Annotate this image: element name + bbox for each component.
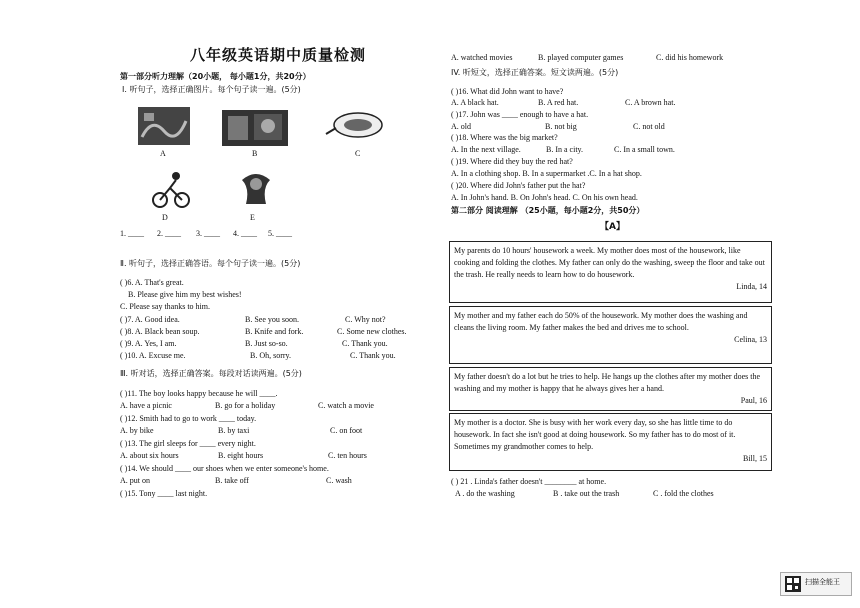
pic-label-a: A: [160, 149, 166, 158]
passage-4: [449, 413, 772, 471]
question-13: ( )13. The girl sleeps for ____ every night.: [120, 439, 256, 448]
question-21-b: B . take out the trash: [553, 489, 620, 498]
question-12: ( )12. Smith had to go to work ____ today.: [120, 414, 257, 423]
passage-2-text: My mother and my father each do 50% of the housework. My mother does the washing and cleans the living room. My father makes the bed and drives me to school.: [454, 311, 748, 332]
section-a-label: 【A】: [600, 222, 625, 232]
page-title: 八年级英语期中质量检测: [190, 46, 367, 64]
question-15: ( )15. Tony ____ last night.: [120, 489, 208, 498]
question-13-b: B. eight hours: [218, 451, 264, 460]
scanner-watermark: [780, 572, 852, 596]
passage-1: [449, 241, 772, 303]
passage-2-signature: Celina, 13: [734, 335, 767, 344]
question-18-c: C. In a small town.: [614, 145, 675, 154]
passage-4-signature: Bill, 15: [742, 454, 767, 463]
question-16-a: A. A black hat.: [451, 98, 499, 107]
question-13-a: A. about six hours: [120, 451, 179, 460]
pic-label-c: C: [355, 149, 361, 158]
sec1-instructions: Ⅰ. 听句子，选择正确图片。每个句子读一遍。(5分): [122, 85, 301, 94]
passage-3-text: My father doesn't do a lot but he tries to help. He hangs up the clothes after my mother does the washing and my mother is happy that he always gives her a hand.: [454, 372, 761, 393]
sec2-instructions: Ⅱ. 听句子，选择正确答语。每个句子读一遍。(5分): [120, 259, 301, 268]
passage-1-text: My parents do 10 hours' housework a week. My mother does most of the housework, like cooking and folding the clothes. My father can only do the washing, sweep the floor and take out the trash. He really needs to learn how to do housework.: [454, 246, 765, 279]
part1-header: 第一部分听力理解（20小题， 每小题1分，共20分）: [120, 72, 311, 81]
question-18-a: A. In the next village.: [451, 145, 521, 154]
question-20-options: A. In John's hand. B. On John's head. C. On his own head.: [451, 193, 638, 202]
question-11-a: A. have a picnic: [120, 401, 172, 410]
answer-blank-3[interactable]: 3. ____: [196, 229, 220, 238]
pic-label-b: B: [252, 149, 258, 158]
question-9-a: ( )9. A. Yes, I am.: [120, 339, 177, 348]
passage-4-text: My mother is a doctor. She is busy with her work every day, so she has little time to do housework. In fact she isn't good at doing housework. So my father has to do most of it. Sometimes my grandmother comes to help.: [454, 418, 736, 451]
question-18-b: B. In a city.: [546, 145, 584, 154]
question-14: ( )14. We should ____ our shoes when we enter someone's home.: [120, 464, 329, 473]
question-12-a: A. by bike: [120, 426, 154, 435]
answer-blank-5[interactable]: 5. ____: [268, 229, 292, 238]
question-20: ( )20. Where did John's father put the hat?: [451, 181, 586, 190]
answer-blank-1[interactable]: 1. ____: [120, 229, 144, 238]
question-10-a: ( )10. A. Excuse me.: [120, 351, 186, 360]
question-13-c: C. ten hours: [328, 451, 367, 460]
question-7-a: ( )7. A. Good idea.: [120, 315, 180, 324]
picture-c: [322, 110, 384, 140]
question-17-b: B. not big: [545, 122, 577, 131]
question-14-a: A. put on: [120, 476, 150, 485]
question-6: ( )6. A. That's great.: [120, 278, 184, 287]
question-7-c: C. Why not?: [345, 315, 386, 324]
question-6-option-c: C. Please say thanks to him.: [120, 302, 210, 311]
watermark-text: 扫描全能王: [805, 578, 840, 586]
question-11-c: C. watch a movie: [318, 401, 374, 410]
part2-header: 第二部分 阅读理解 （25小题，每小题2分，共50分）: [451, 206, 645, 215]
sec3-instructions: Ⅲ. 听对话，选择正确答案。每段对话读两遍。(5分): [120, 369, 302, 378]
passage-3: [449, 367, 772, 411]
answer-blank-2[interactable]: 2. ____: [157, 229, 181, 238]
pic-label-d: D: [162, 213, 168, 222]
question-21-c: C . fold the clothes: [653, 489, 714, 498]
question-7-b: B. See you soon.: [245, 315, 299, 324]
question-21-a: A . do the washing: [455, 489, 515, 498]
question-16: ( )16. What did John want to have?: [451, 87, 564, 96]
question-17-c: C. not old: [633, 122, 665, 131]
question-12-c: C. on foot: [330, 426, 363, 435]
question-14-c: C. wash: [326, 476, 352, 485]
picture-b: [222, 110, 288, 146]
question-18: ( )18. Where was the big market?: [451, 133, 558, 142]
question-15-c: C. did his homework: [656, 53, 724, 62]
question-8-b: B. Knife and fork.: [245, 327, 304, 336]
question-8-c: C. Some new clothes.: [337, 327, 407, 336]
question-11-b: B. go for a holiday: [215, 401, 276, 410]
question-10-b: B. Oh, sorry.: [250, 351, 292, 360]
passage-2: [449, 306, 772, 364]
question-17-a: A. old: [451, 122, 471, 131]
question-12-b: B. by taxi: [218, 426, 250, 435]
question-19-options: A. In a clothing shop. B. In a supermarket .C. In a hat shop.: [451, 169, 642, 178]
question-19: ( )19. Where did they buy the red hat?: [451, 157, 573, 166]
question-8-a: ( )8. A. Black bean soup.: [120, 327, 200, 336]
passage-3-signature: Paul, 16: [740, 396, 767, 405]
question-15-a: A. watched movies: [451, 53, 513, 62]
sec4-instructions: IV. 听短文，选择正确答案。短文读两遍。(5分): [451, 68, 619, 77]
question-10-c: C. Thank you.: [350, 351, 396, 360]
question-16-c: C. A brown hat.: [625, 98, 676, 107]
picture-e: [236, 168, 276, 208]
question-21: ( ) 21 . Linda's father doesn't ________ at home.: [451, 477, 607, 486]
picture-d: [150, 170, 190, 208]
pic-label-e: E: [250, 213, 255, 222]
question-15-b: B. played computer games: [538, 53, 624, 62]
question-17: ( )17. John was ____ enough to have a hat.: [451, 110, 589, 119]
question-14-b: B. take off: [215, 476, 249, 485]
qr-code-icon: [785, 576, 801, 592]
picture-a: [138, 107, 190, 145]
question-9-b: B. Just so-so.: [245, 339, 288, 348]
question-9-c: C. Thank you.: [342, 339, 388, 348]
answer-blank-4[interactable]: 4. ____: [233, 229, 257, 238]
passage-1-signature: Linda, 14: [736, 282, 767, 291]
question-16-b: B. A red hat.: [538, 98, 579, 107]
question-11: ( )11. The boy looks happy because he will ____.: [120, 389, 278, 398]
question-6-option-b: B. Please give him my best wishes!: [128, 290, 242, 299]
